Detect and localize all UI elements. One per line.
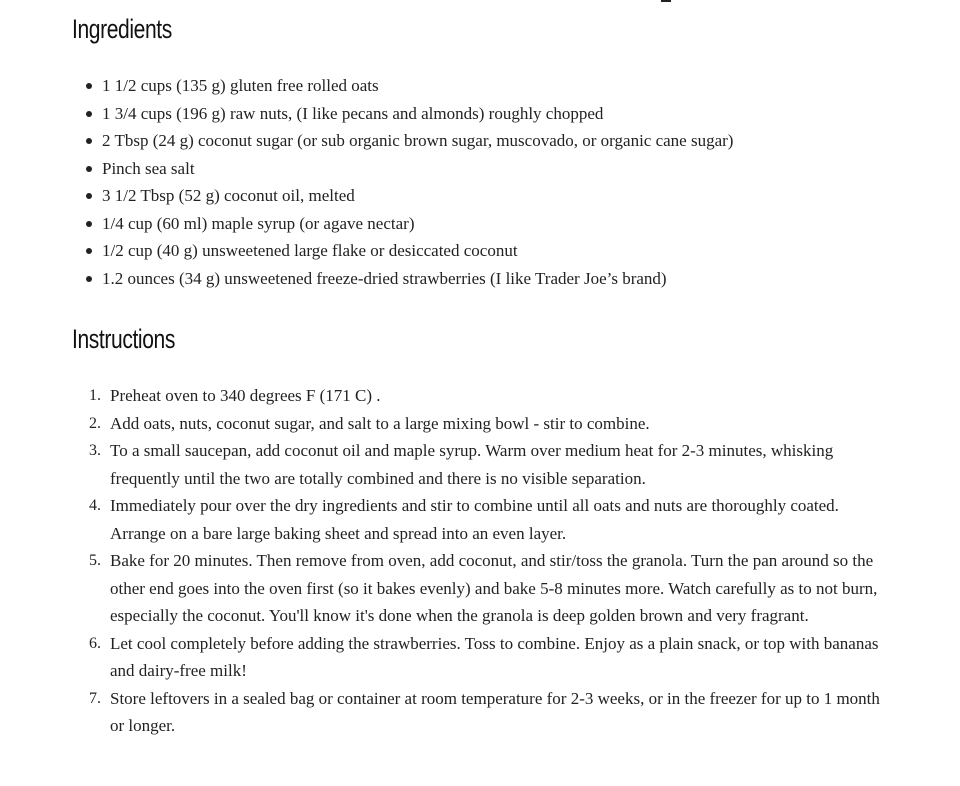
ingredient-item: 1.2 ounces (34 g) unsweetened freeze-dried strawberries (I like Trader Joe’s brand) — [72, 265, 892, 293]
instruction-step — [72, 630, 882, 685]
step-text: Preheat oven to 340 degrees F (171 C) . — [110, 386, 381, 405]
step-text: Let cool completely before adding the strawberries. Toss to combine. Enjoy as a plain snack, or top with bananas and dairy-free milk! — [110, 633, 879, 680]
top-edge-mark — [661, 0, 671, 2]
step-text: Store leftovers in a sealed bag or container at room temperature for 2-3 weeks, or in the freezer for up to 1 month or longer. — [110, 688, 880, 735]
step-text: Bake for 20 minutes. Then remove from oven, add coconut, and stir/toss the granola. Turn the pan around so the other end goes into the oven first (so it bakes evenly) and bake 5-8 minutes more. Watch carefully as to not burn, especially the coconut. You'll know it's done when the granola is deep golden brown and very fragrant. — [110, 551, 878, 625]
step-number: 1. — [89, 387, 101, 404]
ingredient-item: 2 Tbsp (24 g) coconut sugar (or sub organic brown sugar, muscovado, or organic cane sugar) — [72, 127, 892, 155]
ingredient-item: 1/2 cup (40 g) unsweetened large flake or desiccated coconut — [72, 237, 892, 265]
ingredient-item: Pinch sea salt — [72, 155, 892, 183]
ingredients-heading: Ingredients — [72, 14, 172, 44]
step-number: 5. — [89, 552, 101, 569]
instruction-step — [72, 410, 882, 438]
instruction-step — [72, 437, 882, 492]
ingredient-item: 1 3/4 cups (196 g) raw nuts, (I like pecans and almonds) roughly chopped — [72, 100, 892, 128]
step-number: 4. — [89, 497, 101, 514]
step-text: To a small saucepan, add coconut oil and maple syrup. Warm over medium heat for 2-3 minutes, whisking frequently until the two are totally combined and there is no visible separation. — [110, 441, 834, 488]
step-number: 3. — [89, 442, 101, 459]
instruction-step — [72, 492, 882, 547]
step-text: Add oats, nuts, coconut sugar, and salt to a large mixing bowl - stir to combine. — [110, 413, 650, 433]
instruction-step — [72, 547, 882, 630]
step-number: 7. — [89, 689, 101, 707]
ingredient-item: 1 1/2 cups (135 g) gluten free rolled oats — [72, 72, 892, 100]
instructions-heading: Instructions — [72, 324, 176, 354]
instruction-step — [72, 382, 882, 410]
ingredient-item: 1/4 cup (60 ml) maple syrup (or agave nectar) — [72, 210, 892, 238]
step-number: 6. — [89, 634, 101, 652]
step-number: 2. — [89, 414, 101, 432]
instruction-step — [72, 685, 882, 740]
ingredient-item: 3 1/2 Tbsp (52 g) coconut oil, melted — [72, 182, 892, 210]
step-text: Immediately pour over the dry ingredients and stir to combine until all oats and nuts are thoroughly coated. Arrange on a bare large baking sheet and spread into an even layer. — [110, 496, 839, 543]
instructions-list — [72, 382, 882, 740]
ingredients-list — [72, 72, 892, 292]
